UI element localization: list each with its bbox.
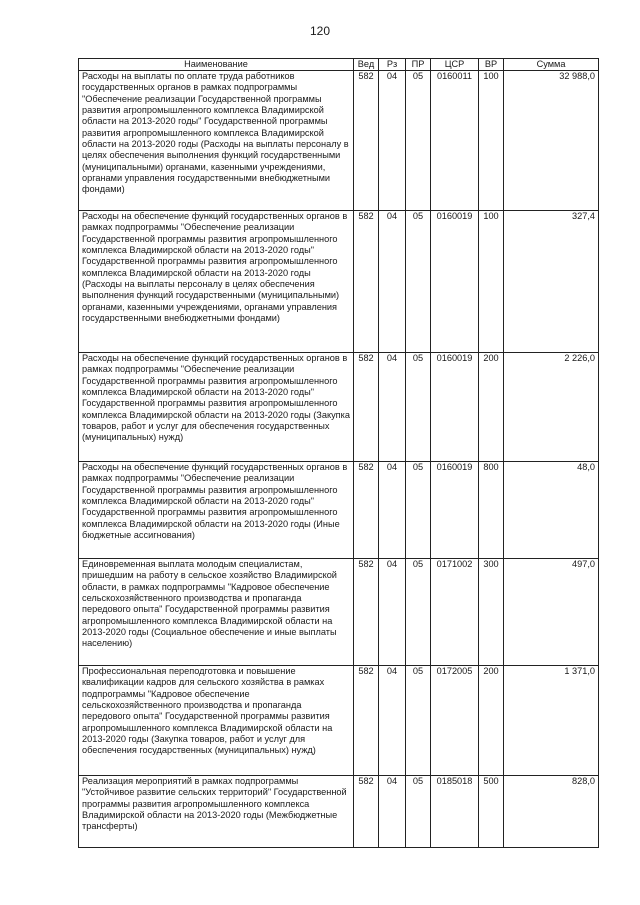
budget-table — [78, 58, 599, 848]
row-sum: 48,0 — [504, 462, 599, 559]
table-row — [79, 211, 599, 353]
row-csr: 0185018 — [431, 776, 479, 848]
row-pr: 05 — [406, 71, 431, 211]
row-rz: 04 — [379, 776, 406, 848]
row-csr: 0172005 — [431, 666, 479, 776]
row-ved: 582 — [354, 71, 379, 211]
header-rz: Рз — [379, 59, 406, 71]
row-ved: 582 — [354, 211, 379, 353]
row-vr: 100 — [479, 211, 504, 353]
row-pr: 05 — [406, 559, 431, 666]
row-name: Расходы на обеспечение функций государственных органов в рамках подпрограммы "Обеспечение реализации Государственной программы развития агропромышленного комплекса Владимирской области на 2013-2020 годы" Государственной программы развития агропромышленного комплекса Владимирской области на 2013-2020 годы (Закупка товаров, работ и услуг для обеспечения государственных (муниципальных) нужд) — [79, 353, 354, 462]
header-vr: ВР — [479, 59, 504, 71]
header-ved: Вед — [354, 59, 379, 71]
row-sum: 32 988,0 — [504, 71, 599, 211]
row-rz: 04 — [379, 353, 406, 462]
row-csr: 0160019 — [431, 211, 479, 353]
row-ved: 582 — [354, 666, 379, 776]
row-name: Расходы на выплаты по оплате труда работников государственных органов в рамках подпрограммы "Обеспечение реализации Государственной программы развития агропромышленного комплекса Владимирской области на 2013-2020 годы" Государственной программы развития агропромышленного комплекса Владимирской области на 2013-2020 годы (Расходы на выплаты персоналу в целях обеспечения выполнения функций государственными (муниципальными) органами, казенными учреждениями, органами управления государственными внебюджетными фондами) — [79, 71, 354, 211]
row-pr: 05 — [406, 353, 431, 462]
table-row — [79, 353, 599, 462]
row-name: Расходы на обеспечение функций государственных органов в рамках подпрограммы "Обеспечение реализации Государственной программы развития агропромышленного комплекса Владимирской области на 2013-2020 годы" Государственной программы развития агропромышленного комплекса Владимирской области на 2013-2020 годы (Иные бюджетные ассигнования) — [79, 462, 354, 559]
header-sum: Сумма — [504, 59, 599, 71]
row-name: Единовременная выплата молодым специалистам, пришедшим на работу в сельское хозяйство Владимирской области, в рамках подпрограммы "Кадровое обеспечение сельскохозяйственного производства и пропаганда передового опыта" Государственной программы развития агропромышленного комплекса Владимирской области на 2013-2020 годы (Социальное обеспечение и иные выплаты населению) — [79, 559, 354, 666]
row-pr: 05 — [406, 211, 431, 353]
row-sum: 327,4 — [504, 211, 599, 353]
row-ved: 582 — [354, 353, 379, 462]
row-vr: 200 — [479, 666, 504, 776]
row-name: Расходы на обеспечение функций государственных органов в рамках подпрограммы "Обеспечение реализации Государственной программы развития агропромышленного комплекса Владимирской области на 2013-2020 годы" Государственной программы развития агропромышленного комплекса Владимирской области на 2013-2020 годы (Расходы на выплаты персоналу в целях обеспечения выполнения функций государственными (муниципальными) органами, казенными учреждениями, органами управления государственными внебюджетными фондами) — [79, 211, 354, 353]
table-row — [79, 462, 599, 559]
row-ved: 582 — [354, 776, 379, 848]
table-row — [79, 666, 599, 776]
table-row — [79, 776, 599, 848]
row-pr: 05 — [406, 666, 431, 776]
row-rz: 04 — [379, 211, 406, 353]
row-ved: 582 — [354, 462, 379, 559]
row-rz: 04 — [379, 559, 406, 666]
header-name: Наименование — [79, 59, 354, 71]
table-header-row — [79, 59, 599, 71]
page-number: 120 — [309, 24, 331, 38]
row-csr: 0160019 — [431, 462, 479, 559]
row-csr: 0160019 — [431, 353, 479, 462]
row-vr: 800 — [479, 462, 504, 559]
row-vr: 200 — [479, 353, 504, 462]
row-rz: 04 — [379, 462, 406, 559]
row-vr: 500 — [479, 776, 504, 848]
row-csr: 0160011 — [431, 71, 479, 211]
row-sum: 1 371,0 — [504, 666, 599, 776]
row-rz: 04 — [379, 71, 406, 211]
row-ved: 582 — [354, 559, 379, 666]
row-sum: 828,0 — [504, 776, 599, 848]
row-name: Профессиональная переподготовка и повышение квалификации кадров для сельского хозяйства в рамках подпрограммы "Кадровое обеспечение сельскохозяйственного производства и пропаганда передового опыта" Государственной программы развития агропромышленного комплекса Владимирской области на 2013-2020 годы (Закупка товаров, работ и услуг для обеспечения государственных (муниципальных) нужд) — [79, 666, 354, 776]
row-csr: 0171002 — [431, 559, 479, 666]
row-vr: 300 — [479, 559, 504, 666]
header-csr: ЦСР — [431, 59, 479, 71]
row-sum: 497,0 — [504, 559, 599, 666]
row-name: Реализация мероприятий в рамках подпрограммы "Устойчивое развитие сельских территорий" Государственной программы развития агропромышленного комплекса Владимирской области на 2013-2020 годы (Межбюджетные трансферты) — [79, 776, 354, 848]
table-row — [79, 71, 599, 211]
row-vr: 100 — [479, 71, 504, 211]
row-pr: 05 — [406, 776, 431, 848]
row-pr: 05 — [406, 462, 431, 559]
header-pr: ПР — [406, 59, 431, 71]
row-rz: 04 — [379, 666, 406, 776]
table-row — [79, 559, 599, 666]
row-sum: 2 226,0 — [504, 353, 599, 462]
